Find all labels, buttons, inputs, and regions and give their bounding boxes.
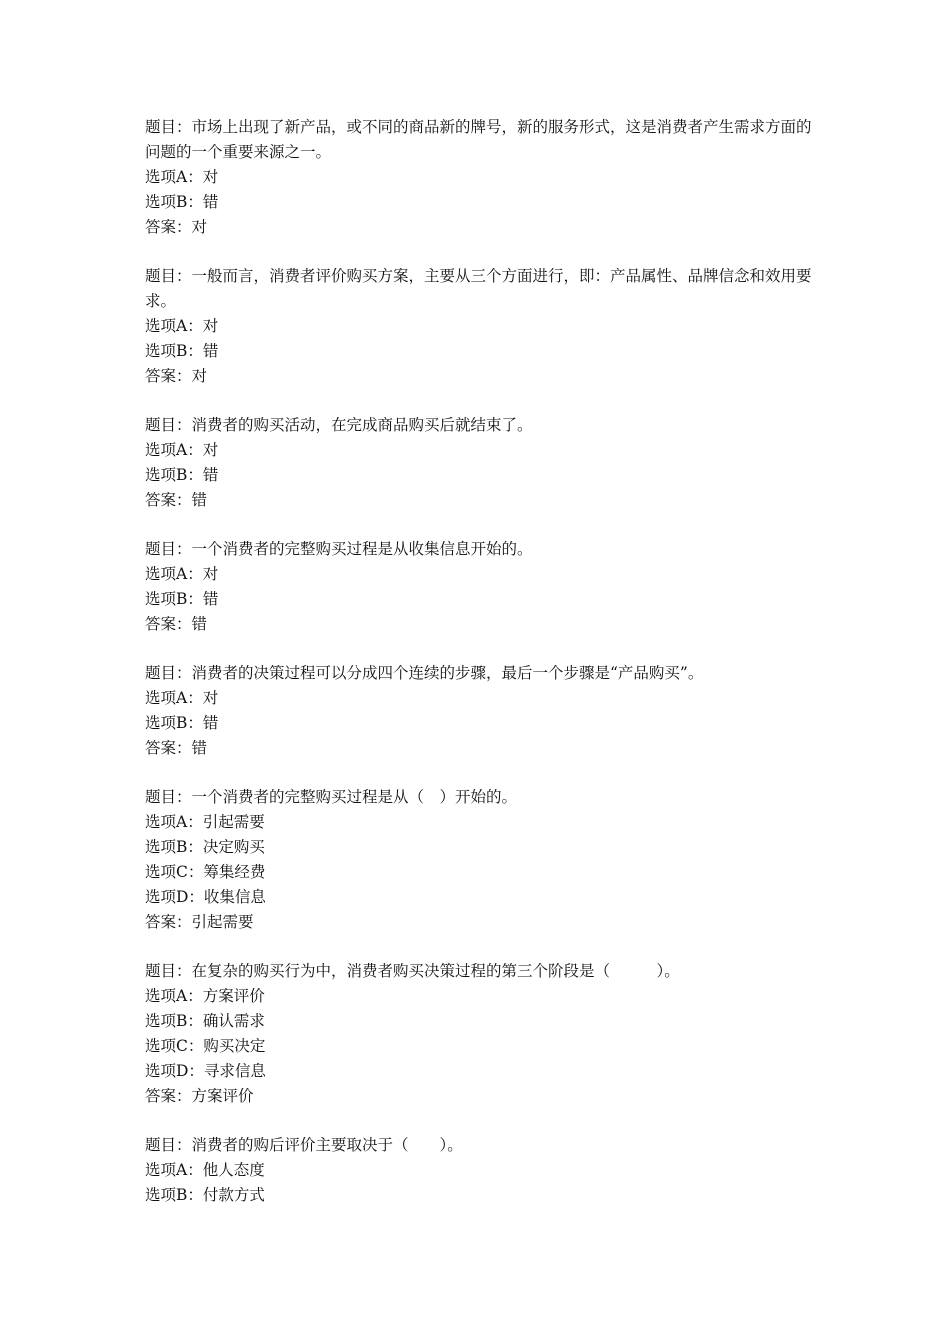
question-stem: 题目：消费者的购买活动，在完成商品购买后就结束了。	[145, 416, 533, 434]
question-block	[145, 264, 815, 389]
option-a: 选项A：对	[145, 317, 219, 335]
option-a: 选项A：引起需要	[145, 813, 265, 831]
question-stem: 题目：消费者的决策过程可以分成四个连续的步骤，最后一个步骤是“产品购买”。	[145, 664, 704, 682]
question-stem: 题目：消费者的购后评价主要取决于（ ）。	[145, 1136, 463, 1154]
answer-line: 答案：错	[145, 615, 208, 633]
option-b: 选项B：错	[145, 590, 219, 608]
question-block	[145, 959, 815, 1109]
option-b: 选项B：决定购买	[145, 838, 265, 856]
question-stem: 题目：在复杂的购买行为中，消费者购买决策过程的第三个阶段是（ ）。	[145, 962, 680, 980]
question-block	[145, 1133, 815, 1208]
option-b: 选项B：错	[145, 466, 219, 484]
option-a: 选项A：他人态度	[145, 1161, 265, 1179]
answer-line: 答案：错	[145, 739, 208, 757]
question-stem: 题目：市场上出现了新产品，或不同的商品新的牌号，新的服务形式，这是消费者产生需求方面的问题的一个重要来源之一。	[145, 118, 812, 161]
document-page	[145, 115, 815, 1232]
option-a: 选项A：对	[145, 565, 219, 583]
option-a: 选项A：对	[145, 168, 219, 186]
question-block	[145, 661, 815, 761]
option-c: 选项C：筹集经费	[145, 863, 266, 881]
option-a: 选项A：对	[145, 441, 219, 459]
question-stem: 题目：一个消费者的完整购买过程是从（ ）开始的。	[145, 788, 518, 806]
option-b: 选项B：付款方式	[145, 1186, 265, 1204]
option-d: 选项D：收集信息	[145, 888, 266, 906]
option-b: 选项B：错	[145, 193, 219, 211]
question-stem: 题目：一个消费者的完整购买过程是从收集信息开始的。	[145, 540, 533, 558]
option-b: 选项B：确认需求	[145, 1012, 265, 1030]
option-a: 选项A：对	[145, 689, 219, 707]
option-c: 选项C：购买决定	[145, 1037, 266, 1055]
option-a: 选项A：方案评价	[145, 987, 265, 1005]
question-block	[145, 115, 815, 240]
answer-line: 答案：对	[145, 367, 208, 385]
answer-line: 答案：方案评价	[145, 1087, 254, 1105]
answer-line: 答案：对	[145, 218, 208, 236]
question-stem: 题目：一般而言，消费者评价购买方案，主要从三个方面进行，即：产品属性、品牌信念和效用要求。	[145, 267, 812, 310]
answer-line: 答案：引起需要	[145, 913, 254, 931]
option-d: 选项D：寻求信息	[145, 1062, 266, 1080]
question-block	[145, 537, 815, 637]
option-b: 选项B：错	[145, 342, 219, 360]
option-b: 选项B：错	[145, 714, 219, 732]
question-block	[145, 413, 815, 513]
question-block	[145, 785, 815, 935]
answer-line: 答案：错	[145, 491, 208, 509]
